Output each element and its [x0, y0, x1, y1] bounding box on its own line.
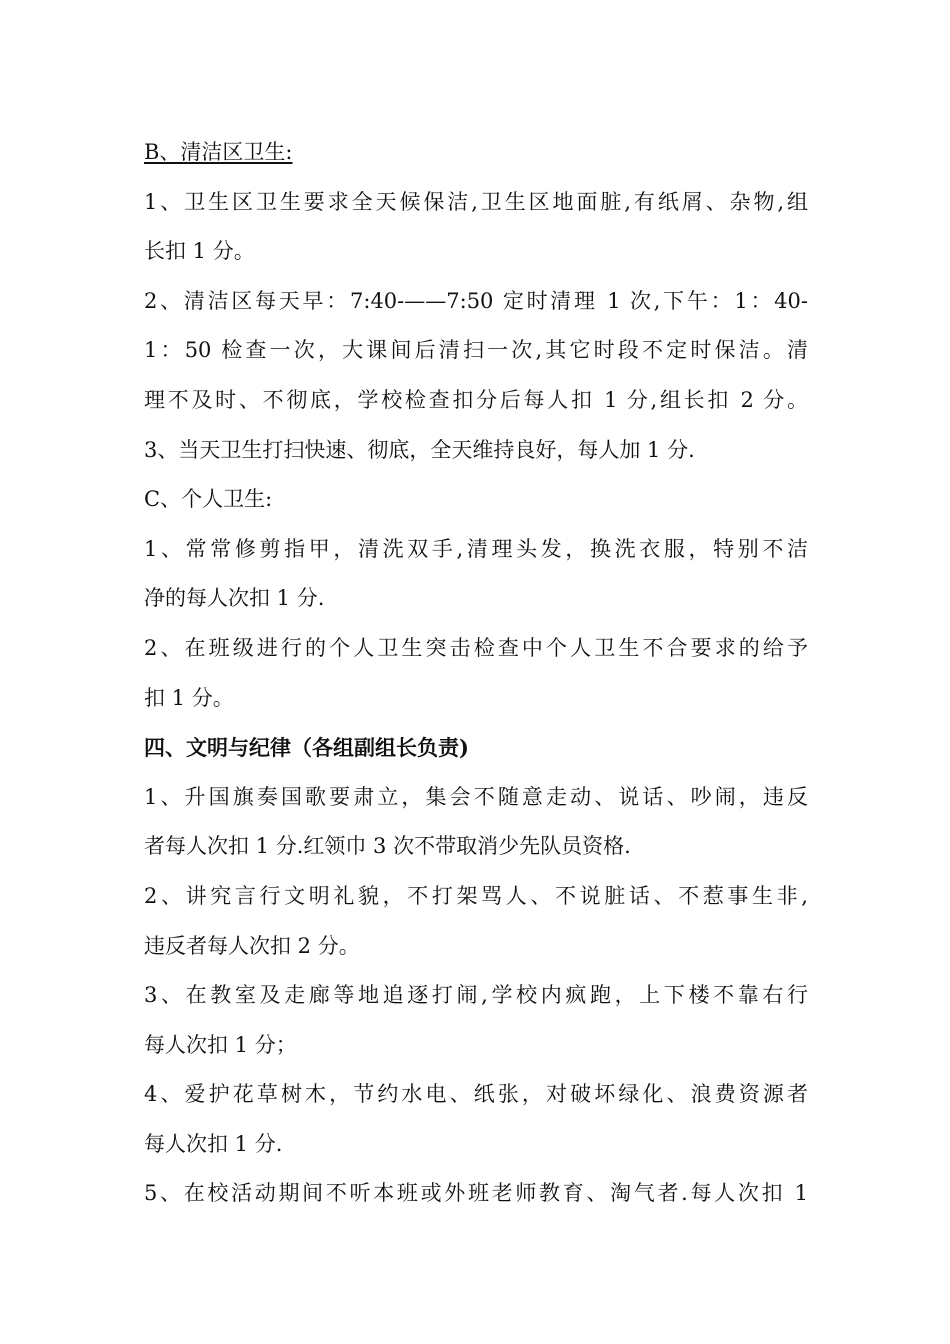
- paragraph-line: 1、卫生区卫生要求全天候保洁,卫生区地面脏,有纸屑、杂物,组: [144, 189, 808, 214]
- paragraph-line: 净的每人次扣 1 分.: [144, 586, 325, 611]
- paragraph-line: 每人次扣 1 分.: [144, 1131, 283, 1156]
- paragraph-line: 1、常常修剪指甲，清洗双手,清理头发，换洗衣服，特别不洁: [144, 536, 808, 561]
- paragraph-line: 违反者每人次扣 2 分。: [144, 933, 360, 958]
- section-heading-personal-hygiene: C、个人卫生:: [144, 487, 273, 512]
- paragraph-line: 扣 1 分。: [144, 685, 234, 710]
- paragraph-line: 长扣 1 分。: [144, 239, 255, 264]
- section-heading-civility-discipline: 四、文明与纪律（各组副组长负责): [144, 735, 469, 761]
- section-heading-cleaning-area: B、清洁区卫生:: [144, 140, 293, 164]
- paragraph-line: 3、当天卫生打扫快速、彻底，全天维持良好，每人加 1 分.: [144, 437, 695, 462]
- paragraph-line: 理不及时、不彻底，学校检查扣分后每人扣 1 分,组长扣 2 分。: [144, 387, 808, 412]
- paragraph-line: 3、在教室及走廊等地追逐打闹,学校内疯跑，上下楼不靠右行: [144, 983, 808, 1008]
- paragraph-line: 2、清洁区每天早：7:40-——7:50 定时清理 1 次,下午：1：40-: [144, 288, 808, 313]
- paragraph-line: 4、爱护花草树木，节约水电、纸张，对破坏绿化、浪费资源者: [144, 1082, 808, 1107]
- paragraph-line: 每人次扣 1 分；: [144, 1032, 297, 1057]
- paragraph-line: 1、升国旗奏国歌要肃立，集会不随意走动、说话、吵闹，违反: [144, 784, 808, 809]
- paragraph-line: 者每人次扣 1 分.红领巾 3 次不带取消少先队员资格.: [144, 834, 631, 859]
- paragraph-line: 5、在校活动期间不听本班或外班老师教育、淘气者.每人次扣 1: [144, 1181, 808, 1206]
- document-page: [144, 128, 808, 1219]
- paragraph-line: 2、在班级进行的个人卫生突击检查中个人卫生不合要求的给予: [144, 635, 808, 660]
- paragraph-line: 2、讲究言行文明礼貌，不打架骂人、不说脏话、不惹事生非,: [144, 883, 808, 908]
- paragraph-line: 1：50 检查一次，大课间后清扫一次,其它时段不定时保洁。清: [144, 338, 808, 363]
